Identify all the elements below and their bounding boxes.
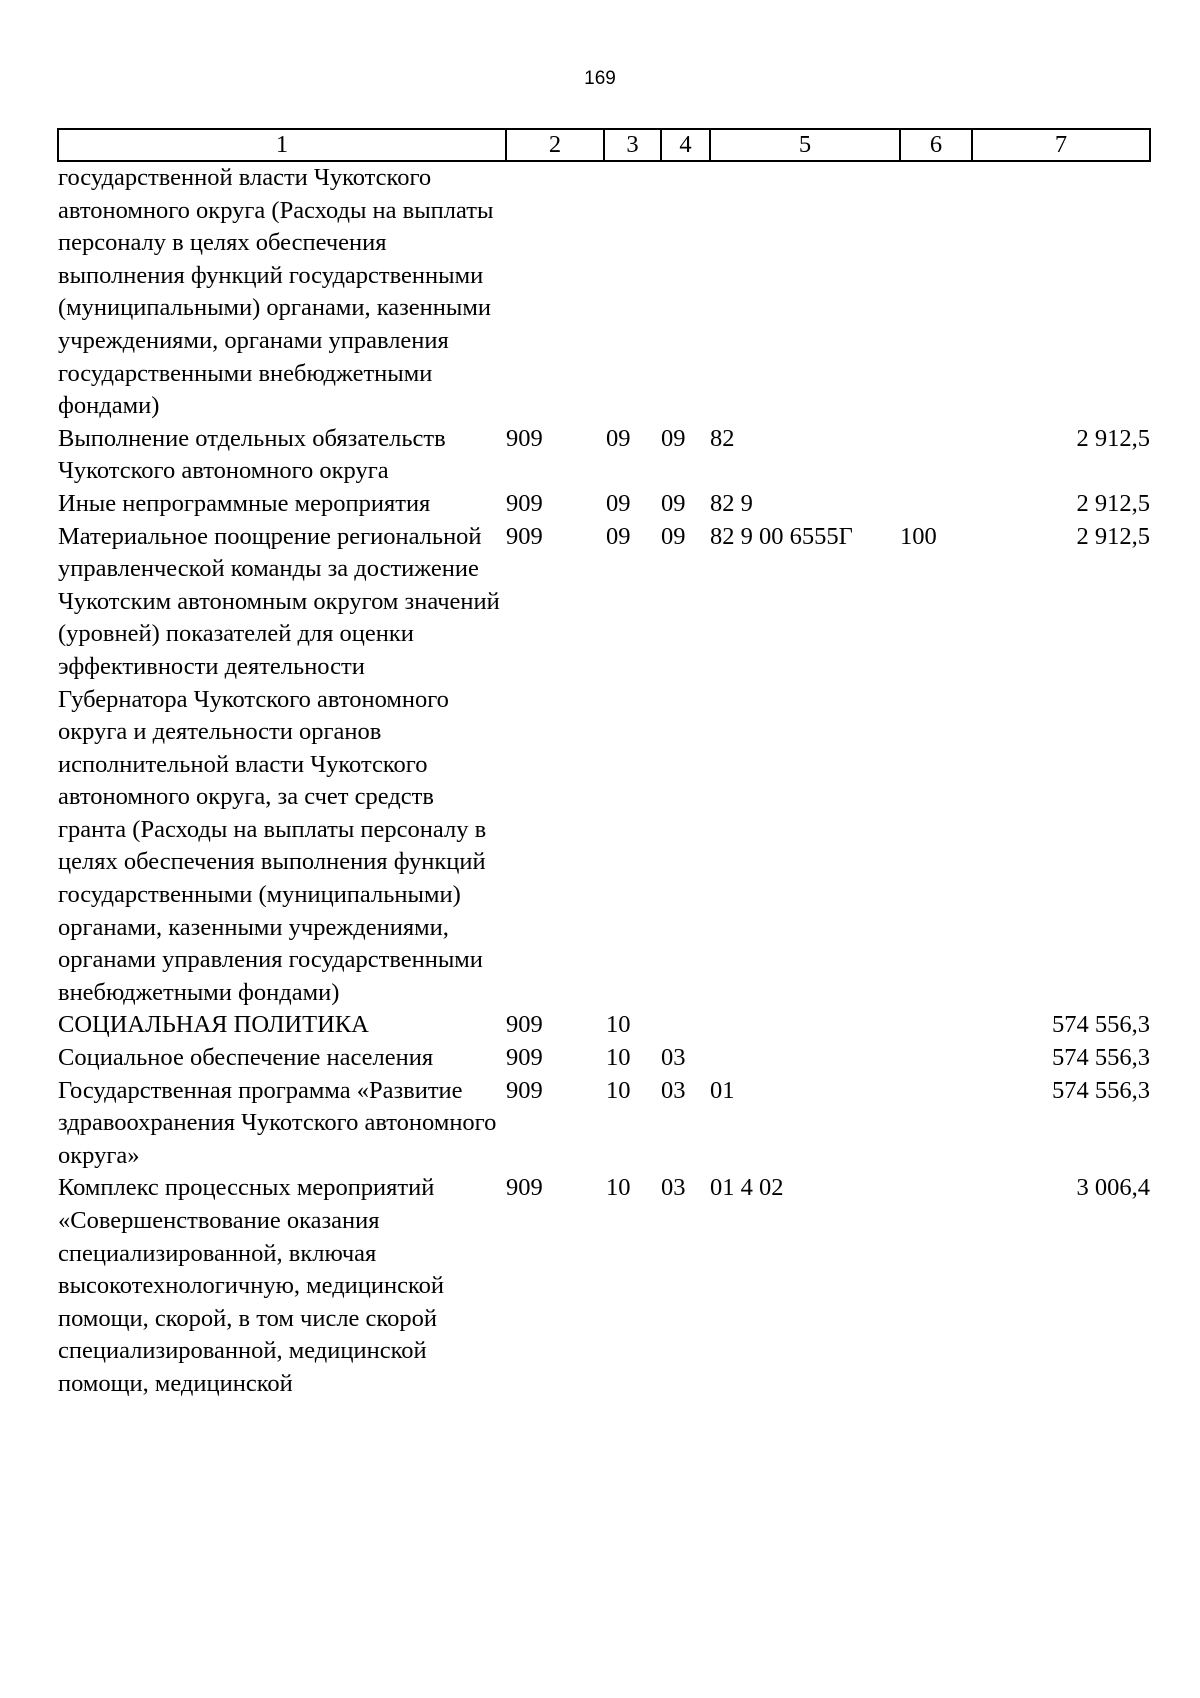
table-row [58, 423, 1150, 488]
row-section: 10 [606, 1076, 631, 1104]
row-expense-type: 100 [900, 522, 937, 550]
row-target-article: 01 4 02 [710, 1174, 784, 1202]
row-grbs: 909 [506, 1011, 543, 1039]
table-row [58, 488, 1150, 521]
row-target-article [710, 161, 900, 423]
row-grbs: 909 [506, 522, 543, 550]
table-row [58, 1009, 1150, 1042]
row-grbs: 909 [506, 1044, 543, 1072]
row-subsection: 03 [661, 1174, 686, 1202]
row-name: Государственная программа «Развитие здравоохранения Чукотского автономного округа» [58, 1076, 497, 1169]
table-row [58, 161, 1150, 423]
row-sum: 2 912,5 [1076, 489, 1150, 517]
header-col-5: 5 [710, 129, 900, 161]
row-sum: 2 912,5 [1076, 522, 1150, 550]
row-expense-type [900, 1009, 972, 1042]
table-row [58, 1172, 1150, 1400]
row-target-article [710, 1009, 900, 1042]
row-expense-type [900, 161, 972, 423]
row-subsection: 09 [661, 522, 686, 550]
header-col-1: 1 [58, 129, 506, 161]
row-sum: 2 912,5 [1076, 424, 1150, 452]
row-name: СОЦИАЛЬНАЯ ПОЛИТИКА [58, 1011, 369, 1039]
row-target-article: 01 [710, 1076, 735, 1104]
table-header [58, 129, 1150, 161]
table-row [58, 1042, 1150, 1075]
row-section [604, 161, 661, 423]
row-sum: 3 006,4 [1076, 1174, 1150, 1202]
row-name: государственной власти Чукотского автономного округа (Расходы на выплаты персоналу в целях обеспечения выполнения функций государственными (муниципальными) органами, казенными учреждениями, органами управления государственными внебюджетными фондами) [58, 164, 494, 420]
row-grbs: 909 [506, 424, 543, 452]
row-grbs: 909 [506, 489, 543, 517]
row-subsection: 09 [661, 489, 686, 517]
row-name: Комплекс процессных мероприятий «Совершенствование оказания специализированной, включая высокотехнологичную, медицинской помощи, скорой, в том числе скорой специализированной, медицинской помощи, медицинской [58, 1174, 445, 1397]
row-section: 09 [606, 522, 631, 550]
row-target-article: 82 9 00 6555Г [710, 522, 853, 550]
row-name: Социальное обеспечение населения [58, 1044, 434, 1072]
page-number: 169 [584, 68, 616, 89]
row-sum: 574 556,3 [1052, 1076, 1150, 1104]
row-section: 10 [606, 1174, 631, 1202]
table-body [58, 161, 1150, 1401]
budget-table [57, 128, 1151, 1401]
row-target-article [710, 1042, 900, 1075]
row-sum: 574 556,3 [1052, 1011, 1150, 1039]
row-grbs [506, 161, 604, 423]
row-expense-type [900, 1042, 972, 1075]
row-section: 09 [606, 424, 631, 452]
header-col-2: 2 [506, 129, 604, 161]
row-expense-type [900, 488, 972, 521]
row-target-article: 82 9 [710, 489, 753, 517]
table-row [58, 521, 1150, 1010]
row-expense-type [900, 423, 972, 488]
row-subsection [661, 161, 710, 423]
header-col-3: 3 [604, 129, 661, 161]
table-row [58, 1075, 1150, 1173]
row-name: Материальное поощрение региональной управленческой команды за достижение Чукотским автономным округом значений (уровней) показателей для оценки эффективности деятельности Губернатора Чукотского автономного округа и деятельности органов исполнительной власти Чукотского автономного округа, за счет средств гранта (Расходы на выплаты персоналу в целях обеспечения выполнения функций государственными (муниципальными) органами, казенными учреждениями, органами управления государственными внебюджетными фондами) [58, 522, 500, 1006]
row-section: 10 [606, 1011, 631, 1039]
row-subsection: 03 [661, 1044, 686, 1072]
row-name: Иные непрограммные мероприятия [58, 489, 431, 517]
row-name: Выполнение отдельных обязательств Чукотского автономного округа [58, 424, 446, 485]
row-grbs: 909 [506, 1076, 543, 1104]
header-row [58, 129, 1150, 161]
row-subsection: 03 [661, 1076, 686, 1104]
row-subsection [661, 1009, 710, 1042]
row-subsection: 09 [661, 424, 686, 452]
header-col-4: 4 [661, 129, 710, 161]
row-section: 10 [606, 1044, 631, 1072]
row-sum [972, 161, 1150, 423]
header-col-7: 7 [972, 129, 1150, 161]
row-target-article: 82 [710, 424, 735, 452]
row-sum: 574 556,3 [1052, 1044, 1150, 1072]
header-col-6: 6 [900, 129, 972, 161]
row-section: 09 [606, 489, 631, 517]
row-expense-type [900, 1172, 972, 1400]
row-expense-type [900, 1075, 972, 1173]
row-grbs: 909 [506, 1174, 543, 1202]
